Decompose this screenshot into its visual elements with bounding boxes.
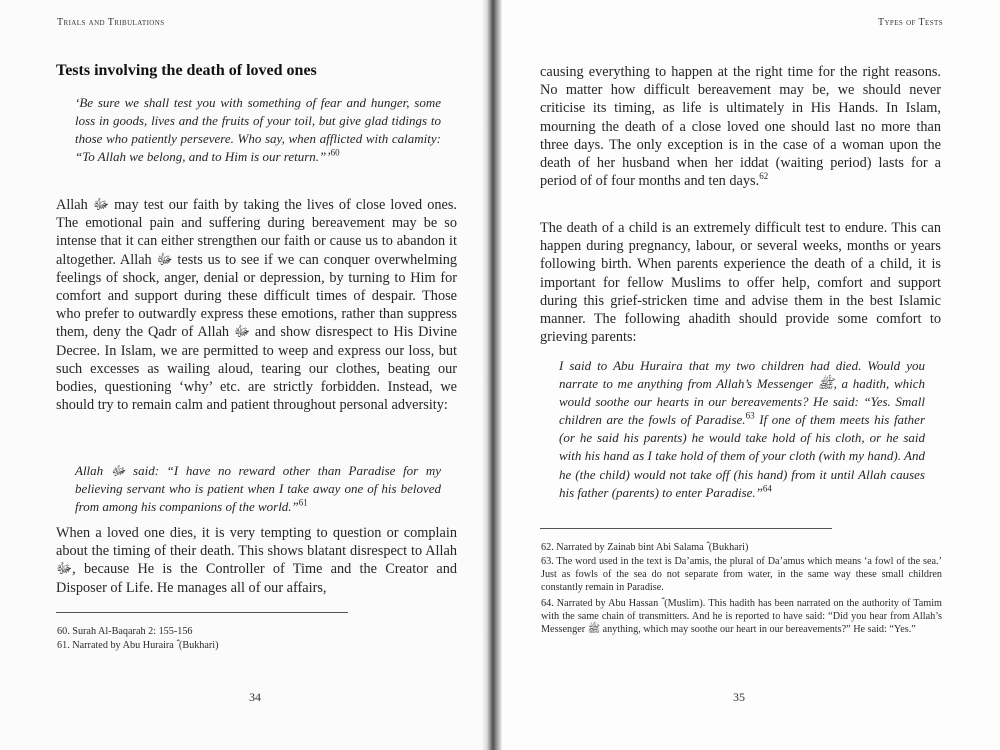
footnote-62: 62. Narrated by Zainab bint Abi Salama ؓ (Bukhari) xyxy=(541,542,749,553)
left-running-head: Trials and Tribulations xyxy=(57,17,165,28)
book-spine-gutter xyxy=(482,0,502,750)
section-heading: Tests involving the death of loved ones xyxy=(56,62,317,79)
quran-quote-text: ‘Be sure we shall test you with something of fear and hunger, some loss in goods, lives and the fruits of your toil, but give glad tidings to those who patiently persevere. Who say, when afflicted with calamity: “To Allah we belong, and to Him is our return.”’ xyxy=(75,95,441,165)
footnote-ref-64: 64 xyxy=(762,483,772,494)
right-running-head: Types of Tests xyxy=(877,17,943,28)
footnote-61: 61. Narrated by Abu Huraira ؓ (Bukhari) xyxy=(57,640,219,651)
hadith-quote-text: Allah ﷻ said: “I have no reward other than Paradise for my believing servant who is patient when I take away one of his beloved from among his companions of the world.” xyxy=(75,463,441,515)
hadith-narration xyxy=(559,357,925,502)
footnote-60: 60. Surah Al-Baqarah 2: 155-156 xyxy=(57,626,193,637)
quran-quote xyxy=(75,94,441,166)
left-paragraph-2: When a loved one dies, it is very tempting to question or complain about the timing of their death. This shows blatant disrespect to Allah ﷻ, because He is the Controller of Time and the Creator and Disposer of Life. He manages all of our affairs, xyxy=(56,525,457,596)
page-number-34: 34 xyxy=(249,690,261,704)
page-number-35: 35 xyxy=(733,690,745,704)
left-page xyxy=(0,0,489,750)
right-paragraph-1 xyxy=(540,63,941,190)
footnote-64: 64. Narrated by Abu Hassan ؓ (Muslim). This hadith has been narrated on the authority of Tamim with the same chain of transmitters. And he is reported to have said: “Did you hear from Allah’s Messenger ﷺ anything, which may soothe our heart in our bereavements?” He said: “Yes.” xyxy=(541,598,942,636)
footnote-ref-60: 60 xyxy=(330,147,340,158)
hadith-narration-part-1: I said to Abu Huraira that my two children had died. Would you narrate to me anything from Allah’s Messenger ﷺ, a hadith, which would soothe our hearts in our bereavements? He said: “Yes. Small children are the fowls of Paradise. xyxy=(559,358,925,428)
footnote-ref-63: 63 xyxy=(745,410,755,421)
footnote-ref-61: 61 xyxy=(298,497,308,508)
hadith-narration-part-2: If one of them meets his father (or he said his parents) he would take hold of his cloth, or he said with his hand as I take hold of them of your cloth (with my hand). And he (the child) would not take off (his hand) from it until Allah causes his father (parents) to enter Paradise.” xyxy=(559,412,925,500)
right-paragraph-1-text: causing everything to happen at the right time for the right reasons. No matter how difficult bereavement may be, we should never criticise its timing, as life is ultimately in His Hands. In Islam, mourning the death of a close loved one should last no more than three days. The only exception is in the case of a woman upon the death of her husband when her iddat (waiting period) lasts for a period of of four months and ten days. xyxy=(540,64,941,190)
left-paragraph-1: Allah ﷻ may test our faith by taking the lives of close loved ones. The emotional pain and suffering during bereavement may be so intense that it can either strengthen our faith or cause us to abandon it altogether. Allah ﷻ tests us to see if we can conquer overwhelming feelings of shock, anger, denial or depression, by turning to Him for comfort and support during these difficult times of despair. Those who prefer to outwardly express these emotions, rather than suppress them, deny the Qadr of Allah ﷻ and show disrespect to His Divine Decree. In Islam, we are permitted to weep and express our loss, but such excesses as wailing aloud, tearing our clothes, beating our bodies, questioning ‘why’ etc. are strictly forbidden. Instead, we should try to remain calm and patient throughout personal adversity: xyxy=(56,197,457,414)
right-page xyxy=(496,0,1000,750)
hadith-quote xyxy=(75,462,441,516)
footnote-divider xyxy=(540,528,832,529)
footnote-ref-62: 62 xyxy=(759,171,769,182)
right-paragraph-2: The death of a child is an extremely difficult test to endure. This can happen during pregnancy, labour, or several weeks, months or years following birth. When parents experience the death of a child, it is important for fellow Muslims to offer help, comfort and support during this grief-stricken time and advise them in the best Islamic manner. The following ahadith should provide some comfort to grieving parents: xyxy=(540,220,941,346)
footnote-63: 63. The word used in the text is Da’amis, the plural of Da’amus which means ‘a fowl of the sea.’ Just as fowls of the sea do not separate from water, in the same way these small children constantly remain in Paradise. xyxy=(541,556,942,594)
footnote-divider xyxy=(56,612,348,613)
